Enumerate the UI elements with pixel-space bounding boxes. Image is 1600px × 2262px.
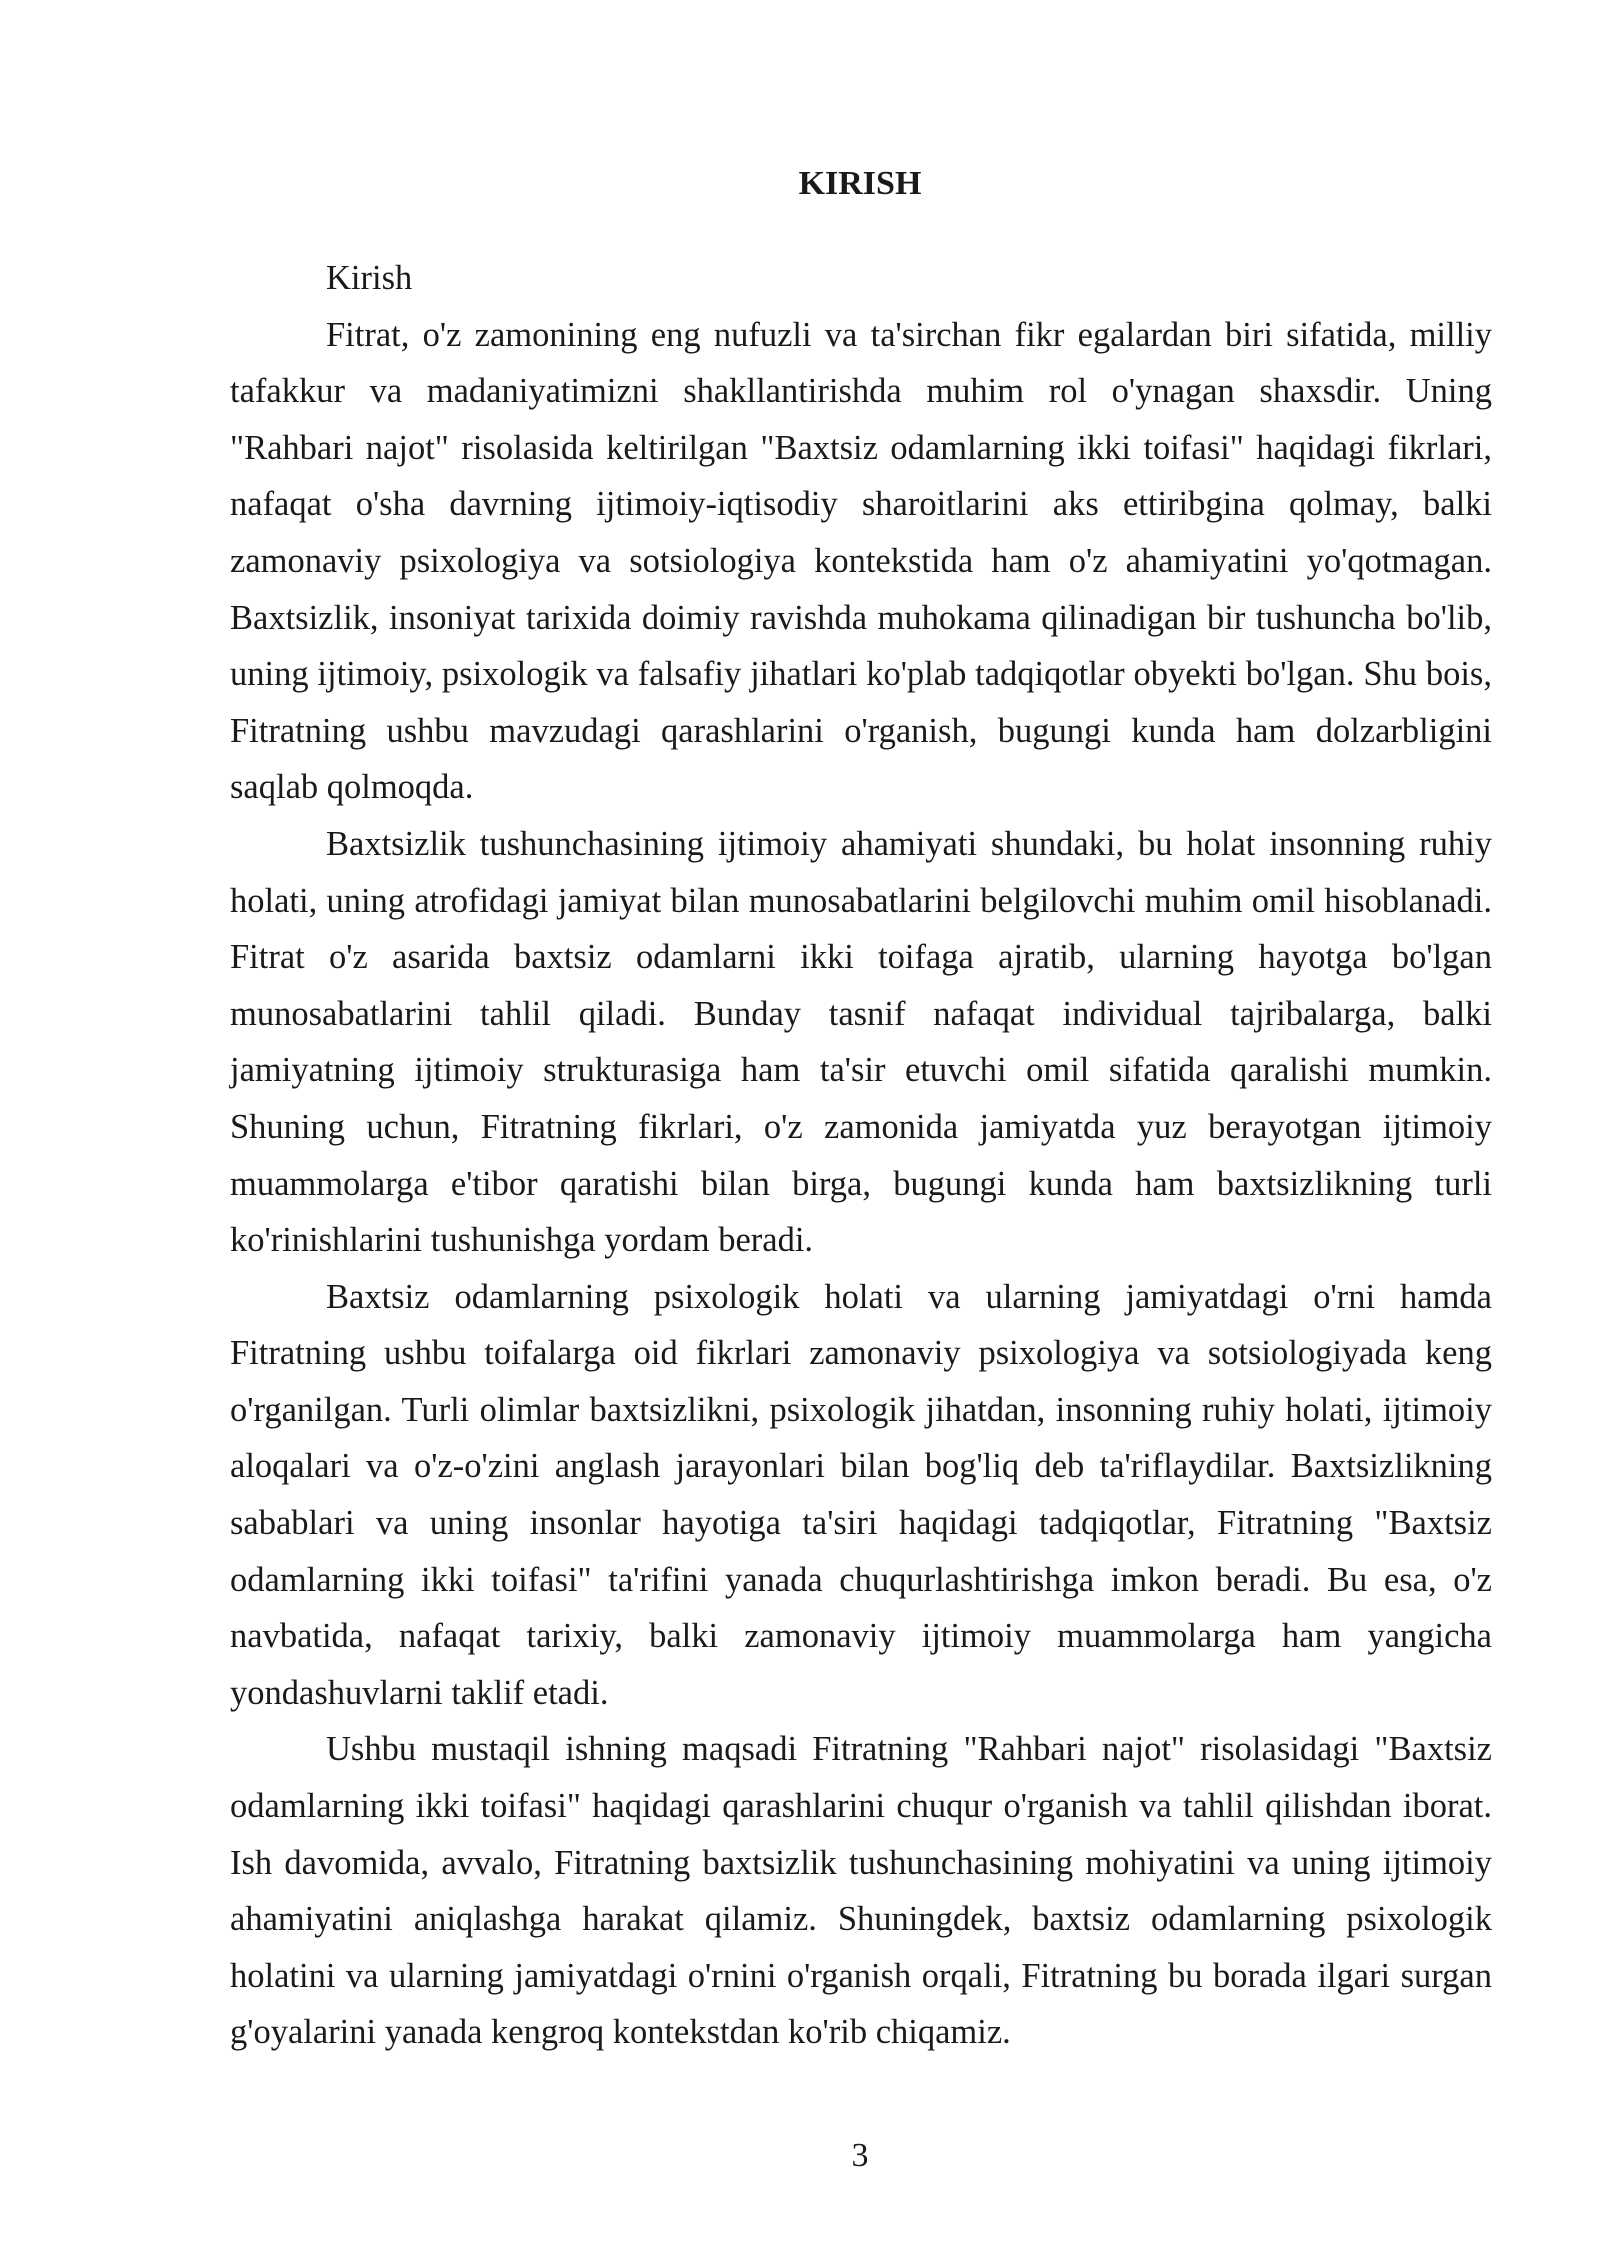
paragraph: Ushbu mustaqil ishning maqsadi Fitratning "Rahbari najot" risolasidagi "Baxtsiz odamlarning ikki toifasi" haqidagi qarashlarini chuqur o'rganish va tahlil qilishdan iborat. Ish davomida, avvalo, Fitratning baxtsizlik tushunchasining mohiyatini va uning ijtimoiy ahamiyatini aniqlashga harakat qilamiz. Shuningdek, baxtsiz odamlarning psixologik holatini va ularning jamiyatdagi o'rnini o'rganish orqali, Fitratning bu borada ilgari surgan g'oyalarini yanada kengroq kontekstdan ko'rib chiqamiz. xyxy=(230,1730,1492,2052)
subheading: Kirish xyxy=(326,259,413,297)
page-number: 3 xyxy=(851,2137,869,2174)
body-text xyxy=(230,250,1492,2061)
paragraph: Baxtsiz odamlarning psixologik holati va ularning jamiyatdagi o'rni hamda Fitratning ushbu toifalarga oid fikrlari zamonaviy psixologiya va sotsiologiyada keng o'rganilgan. Turli olimlar baxtsizlikni, psixologik jihatdan, insonning ruhiy holati, ijtimoiy aloqalari va o'z-o'zini anglash jarayonlari bilan bog'liq deb ta'riflaydilar. Baxtsizlikning sabablari va uning insonlar hayotiga ta'siri haqidagi tadqiqotlar, Fitratning "Baxtsiz odamlarning ikki toifasi" ta'rifini yanada chuqurlashtirishga imkon beradi. Bu esa, o'z navbatida, nafaqat tarixiy, balki zamonaviy ijtimoiy muammolarga ham yangicha yondashuvlarni taklif etadi. xyxy=(230,1277,1492,1712)
page-title: KIRISH xyxy=(798,165,922,202)
paragraph: Baxtsizlik tushunchasining ijtimoiy ahamiyati shundaki, bu holat insonning ruhiy holati, uning atrofidagi jamiyat bilan munosabatlarini belgilovchi muhim omil hisoblanadi. Fitrat o'z asarida baxtsiz odamlarni ikki toifaga ajratib, ularning hayotga bo'lgan munosabatlarini tahlil qiladi. Bunday tasnif nafaqat individual tajribalarga, balki jamiyatning ijtimoiy strukturasiga ham ta'sir etuvchi omil sifatida qaralishi mumkin. Shuning uchun, Fitratning fikrlari, o'z zamonida jamiyatda yuz berayotgan ijtimoiy muammolarga e'tibor qaratishi bilan birga, bugungi kunda ham baxtsizlikning turli ko'rinishlarini tushunishga yordam beradi. xyxy=(230,824,1492,1260)
paragraph: Fitrat, o'z zamonining eng nufuzli va ta'sirchan fikr egalardan biri sifatida, milliy tafakkur va madaniyatimizni shakllantirishda muhim rol o'ynagan shaxsdir. Uning "Rahbari najot" risolasida keltirilgan "Baxtsiz odamlarning ikki toifasi" haqidagi fikrlari, nafaqat o'sha davrning ijtimoiy-iqtisodiy sharoitlarini aks ettiribgina qolmay, balki zamonaviy psixologiya va sotsiologiya kontekstida ham o'z ahamiyatini yo'qotmagan. Baxtsizlik, insoniyat tarixida doimiy ravishda muhokama qilinadigan bir tushuncha bo'lib, uning ijtimoiy, psixologik va falsafiy jihatlari ko'plab tadqiqotlar obyekti bo'lgan. Shu bois, Fitratning ushbu mavzudagi qarashlarini o'rganish, bugungi kunda ham dolzarbligini saqlab qolmoqda. xyxy=(230,315,1492,807)
